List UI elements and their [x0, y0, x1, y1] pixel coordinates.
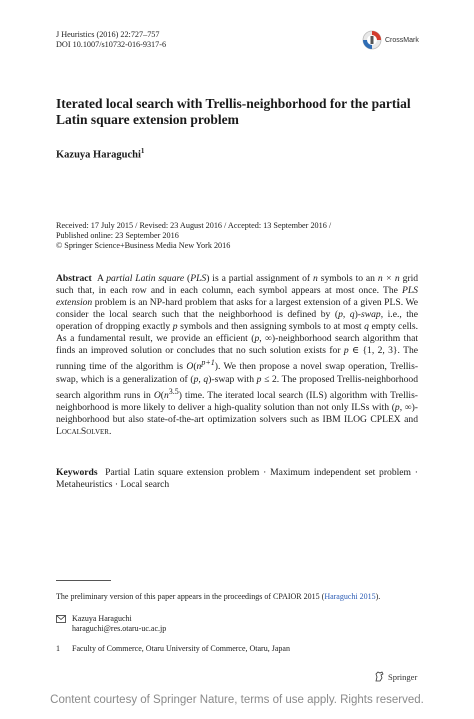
- footnote-divider: [56, 580, 111, 581]
- preliminary-note: The preliminary version of this paper appears in the proceedings of CPAIOR 2015 (Haraguchi 2015).: [56, 592, 381, 601]
- affiliation-number: 1: [56, 644, 60, 653]
- doi: DOI 10.1007/s10732-016-9317-6: [56, 40, 167, 49]
- courtesy-notice: Content courtesy of Springer Nature, terms of use apply. Rights reserved.: [50, 694, 424, 706]
- citation-link[interactable]: Haraguchi 2015: [324, 592, 376, 601]
- article-title: Iterated local search with Trellis-neighborhood for the partial Latin square extension problem: [56, 96, 411, 127]
- contact-name: Kazuya Haraguchi: [72, 614, 132, 623]
- publisher-logo: [374, 671, 417, 682]
- contact-email[interactable]: haraguchi@res.otaru-uc.ac.jp: [72, 624, 167, 633]
- dates-line-1: Received: 17 July 2015 / Revised: 23 August 2016 / Accepted: 13 September 2016 /: [56, 221, 332, 230]
- springer-horse-icon: [374, 671, 385, 682]
- author-name: Kazuya Haraguchi$^1$: [56, 147, 145, 161]
- keywords-heading: Keywords: [56, 467, 98, 478]
- publisher-name: Springer: [388, 671, 418, 682]
- keywords-list: Partial Latin square extension problem · Maximum independent set problem · Metaheuristics · Local search: [56, 467, 418, 491]
- keywords: [56, 467, 418, 491]
- journal-citation: J Heuristics (2016) 22:727–757: [56, 30, 160, 39]
- contact-block: [56, 614, 426, 634]
- crossmark-label: CrossMark: [385, 36, 419, 44]
- crossmark-badge[interactable]: [362, 30, 419, 50]
- affiliation-text: Faculty of Commerce, Otaru University of Commerce, Otaru, Japan: [72, 644, 290, 653]
- abstract: Abstract A partial Latin square (PLS) is a partial assignment of n symbols to an n × n grid such that, in each row and in each column, each symbol appears at most once. The PLS extension problem is an NP-hard problem that asks for a largest extension of a given PLS. We consider the local search such that the neighborhood is defined by (p, q)-swap, i.e., the operation of dropping exactly p symbols and then assigning symbols to at most q empty cells. As a fundamental result, we provide an efficient (p, ∞)-neighborhood search algorithm that finds an improved solution or concludes that no such solution exists for p ∈ {1, 2, 3}. The running time of the algorithm is $O(n^{p+1})$. We then propose a novel swap operation, Trellis-swap, which is a generalization of (p, q)-swap with p ≤ 2. The proposed Trellis-neighborhood search algorithm runs in $O(n^{3.5})$ time. The iterated local search (ILS) algorithm with Trellis-neighborhood is more likely to deliver a high-quality solution than not only ILSs with (p, ∞)-neighborhood but also state-of-the-art optimization solvers such as IBM ILOG CPLEX and LocalSolver.: [56, 273, 419, 437]
- publication-dates: [56, 221, 426, 251]
- copyright-line: © Springer Science+Business Media New York 2016: [56, 241, 231, 250]
- envelope-icon: [56, 615, 66, 623]
- crossmark-icon: [362, 30, 382, 50]
- abstract-heading: Abstract: [56, 273, 92, 284]
- dates-line-2: Published online: 23 September 2016: [56, 231, 179, 240]
- affiliation: [56, 644, 426, 654]
